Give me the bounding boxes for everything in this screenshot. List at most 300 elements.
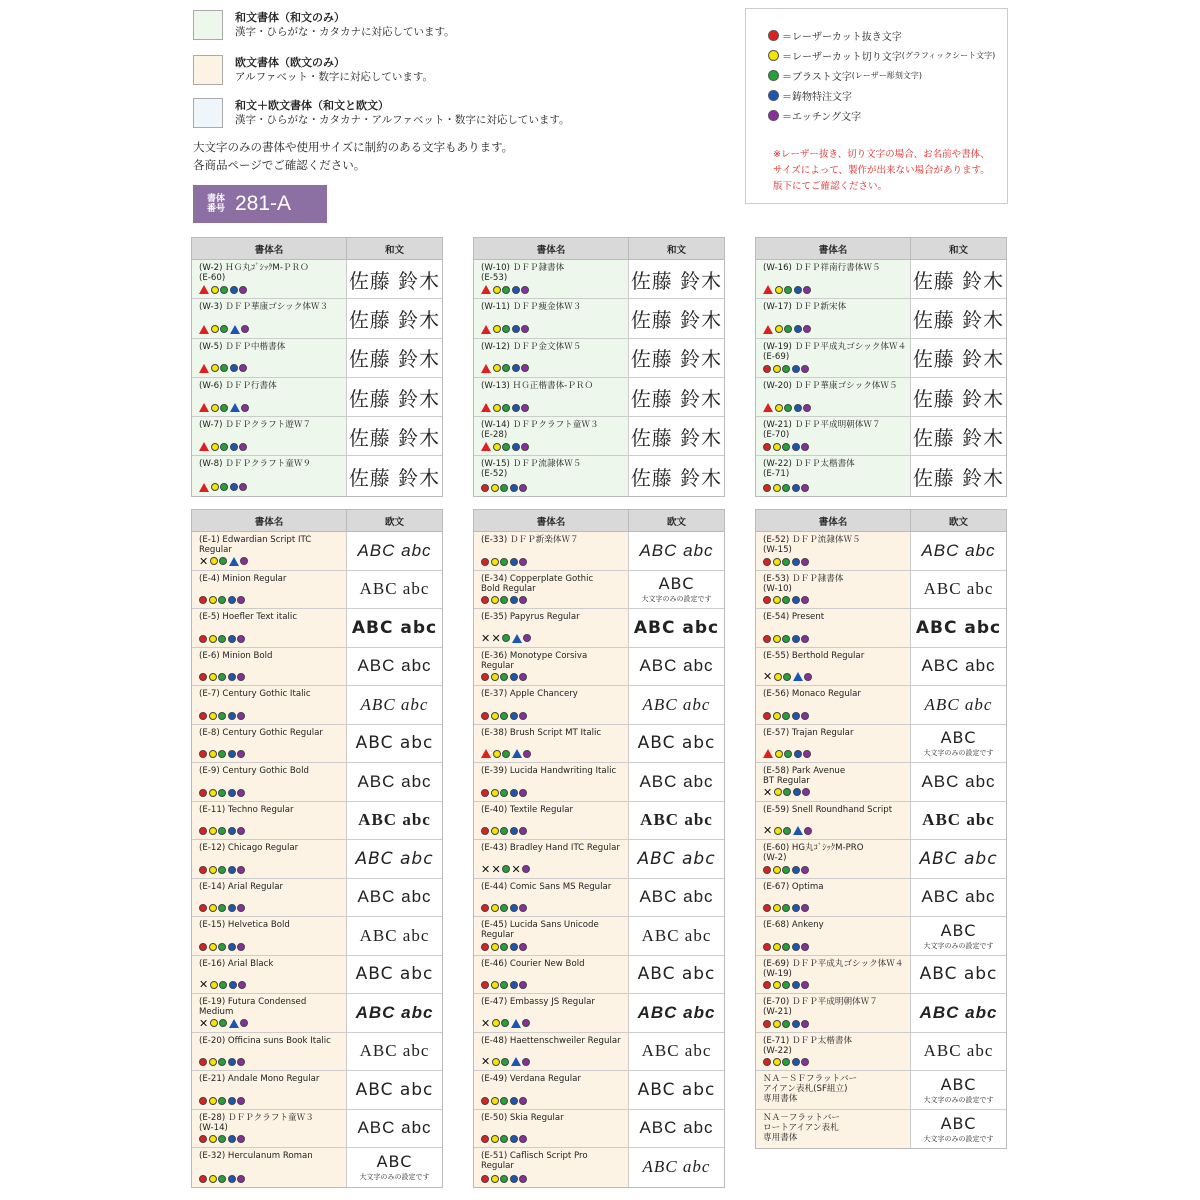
availability-marks — [481, 827, 527, 835]
sample-cell — [629, 609, 724, 647]
font-sample: 佐藤 鈴木 — [348, 268, 441, 293]
font-name-cell — [192, 299, 347, 337]
purple-dot-icon — [802, 788, 810, 796]
availability-marks — [481, 403, 529, 412]
caps-only-note: 大文字のみの設定です — [923, 749, 994, 758]
yellow-dot-icon — [491, 712, 499, 720]
red-triangle-icon — [199, 285, 209, 294]
table-row — [756, 339, 1006, 378]
blue-dot-icon — [512, 325, 520, 333]
availability-marks — [763, 785, 810, 799]
yellow-dot-icon — [209, 635, 217, 643]
green-dot-icon — [782, 484, 790, 492]
font-name: (W-3) ＤＦＰ華康ゴシック体Ｗ３ — [199, 302, 329, 313]
purple-dot-icon — [519, 1097, 527, 1105]
font-name: (W-21) ＤＦＰ平成明朝体Ｗ７ (E-70) — [763, 420, 881, 441]
blue-dot-icon — [510, 673, 518, 681]
table-row — [192, 686, 442, 725]
font-sample: ABC abc — [359, 579, 430, 599]
table-row — [474, 725, 724, 764]
font-name-cell — [474, 609, 629, 647]
purple-dot-icon — [519, 712, 527, 720]
sample-cell — [347, 456, 442, 495]
red-dot-icon — [763, 981, 771, 989]
blue-dot-icon — [228, 904, 236, 912]
yellow-dot-icon — [211, 443, 219, 451]
red-dot-icon — [763, 558, 771, 566]
font-name-cell — [756, 299, 911, 337]
sample-cell — [629, 456, 724, 495]
yellow-dot-icon — [210, 1019, 218, 1027]
availability-marks — [481, 904, 527, 912]
font-sample: ABC abc — [642, 694, 711, 714]
header-sample: 和文 — [384, 244, 404, 256]
font-name-cell — [474, 571, 629, 609]
blue-dot-icon — [510, 943, 518, 951]
yellow-dot-icon — [491, 904, 499, 912]
legend-both — [193, 98, 570, 128]
eu-font-table — [191, 509, 443, 1188]
availability-marks — [199, 1016, 248, 1030]
table-row — [192, 1071, 442, 1110]
legend-desc: 漢字・ひらがな・カタカナに対応しています。 — [235, 26, 455, 38]
red-dot-icon — [199, 1097, 207, 1105]
yellow-dot-icon — [492, 1058, 500, 1066]
font-name-cell — [474, 956, 629, 994]
blue-dot-icon — [792, 943, 800, 951]
green-dot-icon — [218, 866, 226, 874]
font-name-cell — [756, 339, 911, 377]
yellow-dot-icon — [211, 483, 219, 491]
font-sample: ABC — [940, 728, 977, 748]
table-row — [474, 456, 724, 495]
yellow-dot-icon — [210, 557, 218, 565]
purple-dot-icon — [519, 673, 527, 681]
purple-dot-icon — [519, 1175, 527, 1183]
font-sample: ABC abc — [359, 925, 430, 945]
sample-cell — [347, 417, 442, 455]
font-name: (E-38) Brush Script MT Italic — [481, 727, 602, 738]
table-row — [474, 609, 724, 648]
header-sample: 和文 — [948, 244, 968, 256]
font-sample: ABC — [376, 1152, 413, 1172]
availability-marks — [199, 980, 246, 989]
red-triangle-icon — [763, 749, 773, 758]
yellow-dot-icon — [209, 1097, 217, 1105]
yellow-dot-icon — [211, 404, 219, 412]
table-row — [474, 571, 724, 610]
availability-marks — [199, 789, 245, 797]
yellow-dot-icon — [773, 635, 781, 643]
blue-dot-icon — [794, 286, 802, 294]
red-triangle-icon — [199, 403, 209, 412]
purple-dot-icon — [522, 865, 530, 873]
font-name-cell — [756, 1110, 911, 1149]
yellow-dot-icon — [209, 866, 217, 874]
sample-cell — [629, 956, 724, 994]
blue-dot-icon — [230, 364, 238, 372]
unavailable-x-icon: ✕ — [199, 554, 209, 568]
font-name-cell — [474, 456, 629, 495]
blue-dot-icon — [228, 635, 236, 643]
blue-triangle-icon — [230, 325, 240, 334]
availability-marks — [199, 904, 245, 912]
purple-dot-icon — [803, 404, 811, 412]
availability-marks — [199, 596, 245, 604]
yellow-dot-icon — [491, 981, 499, 989]
font-sample: ABC abc — [357, 540, 432, 560]
green-dot-icon — [500, 712, 508, 720]
purple-dot-icon — [801, 558, 809, 566]
availability-marks — [763, 672, 812, 681]
red-dot-icon — [199, 943, 207, 951]
table-row — [474, 1148, 724, 1187]
font-sample: 佐藤 鈴木 — [348, 307, 441, 332]
font-name: (W-14) ＤＦＰクラフト童Ｗ３ (E-28) — [481, 420, 599, 441]
availability-marks — [481, 1135, 527, 1143]
sample-cell — [347, 879, 442, 917]
sample-cell — [347, 686, 442, 724]
table-row — [474, 994, 724, 1033]
green-dot-icon — [218, 596, 226, 604]
font-name-cell — [756, 956, 911, 994]
sample-cell — [911, 802, 1006, 840]
unavailable-x-icon: ✕ — [763, 785, 773, 799]
purple-dot-icon — [801, 904, 809, 912]
warning-note: ※レーザー抜き、切り文字の場合、お名前や書体、サイズによって、製作が出来ない場合があります。版下にてご確認ください。 — [773, 149, 990, 192]
table-row — [474, 1033, 724, 1072]
table-row — [756, 1033, 1006, 1072]
table-row — [192, 879, 442, 918]
purple-dot-icon — [801, 866, 809, 874]
font-name: (E-55) Berthold Regular — [763, 650, 865, 661]
table-row — [192, 260, 442, 299]
sample-cell — [629, 339, 724, 377]
mark-sub: (レーザー彫刻文字) — [851, 70, 922, 80]
red-dot-icon — [481, 673, 489, 681]
availability-marks — [763, 1020, 809, 1028]
sample-cell — [629, 648, 724, 686]
purple-dot-icon — [801, 1020, 809, 1028]
font-sample: ABC abc — [915, 617, 1002, 638]
font-name: (W-13) ＨＧ正楷書体-ＰＲＯ — [481, 380, 594, 391]
availability-marks — [199, 364, 247, 373]
blue-dot-icon — [792, 443, 800, 451]
blue-dot-icon — [792, 712, 800, 720]
purple-dot-icon — [801, 635, 809, 643]
font-name: (E-59) Snell Roundhand Script — [763, 804, 893, 815]
yellow-dot-icon — [209, 673, 217, 681]
swatch-eu — [193, 55, 223, 85]
font-sample: ABC — [940, 920, 977, 940]
blue-dot-icon — [510, 789, 518, 797]
purple-dot-icon — [801, 443, 809, 451]
purple-dot-icon — [768, 110, 779, 121]
yellow-dot-icon — [775, 286, 783, 294]
sample-cell — [347, 339, 442, 377]
availability-marks — [199, 827, 245, 835]
availability-marks — [763, 403, 811, 412]
availability-marks — [763, 285, 811, 294]
green-dot-icon — [782, 635, 790, 643]
sample-cell — [347, 1071, 442, 1109]
font-name-cell — [192, 879, 347, 917]
blue-dot-icon — [228, 750, 236, 758]
green-dot-icon — [500, 1097, 508, 1105]
green-dot-icon — [500, 558, 508, 566]
yellow-dot-icon — [775, 325, 783, 333]
purple-dot-icon — [237, 1097, 245, 1105]
yellow-dot-icon — [773, 712, 781, 720]
sample-cell — [911, 609, 1006, 647]
red-dot-icon — [199, 673, 207, 681]
purple-dot-icon — [523, 634, 531, 642]
production-marks-legend — [745, 8, 1008, 204]
blue-dot-icon — [794, 325, 802, 333]
font-name-cell — [192, 417, 347, 455]
yellow-dot-icon — [773, 596, 781, 604]
purple-dot-icon — [237, 789, 245, 797]
blue-dot-icon — [510, 981, 518, 989]
green-dot-icon — [502, 750, 510, 758]
availability-marks — [763, 1058, 809, 1066]
sample-cell — [629, 1033, 724, 1071]
green-dot-icon — [500, 904, 508, 912]
font-name: (E-6) Minion Bold — [199, 650, 273, 661]
font-sample: ABC — [940, 1074, 977, 1094]
font-sample: ABC abc — [641, 925, 712, 945]
blue-dot-icon — [792, 558, 800, 566]
red-dot-icon — [763, 365, 771, 373]
yellow-dot-icon — [491, 789, 499, 797]
font-name: (E-69) ＤＦＰ平成丸ゴシック体Ｗ４ (W-19) — [763, 958, 904, 979]
green-dot-icon — [220, 483, 228, 491]
font-name: (W-20) ＤＦＰ華康ゴシック体Ｗ５ — [763, 380, 898, 391]
sample-cell — [911, 840, 1006, 878]
table-row — [474, 840, 724, 879]
font-name: (E-54) Present — [763, 612, 825, 622]
font-name-cell — [192, 917, 347, 955]
yellow-dot-icon — [773, 981, 781, 989]
sample-cell — [629, 532, 724, 570]
purple-dot-icon — [237, 1135, 245, 1143]
sample-cell — [347, 802, 442, 840]
purple-dot-icon — [241, 325, 249, 333]
blue-dot-icon — [228, 1097, 236, 1105]
font-name-cell — [756, 725, 911, 763]
blue-dot-icon — [792, 484, 800, 492]
font-name: (E-49) Verdana Regular — [481, 1074, 581, 1084]
availability-marks — [481, 749, 531, 758]
yellow-dot-icon — [209, 1175, 217, 1183]
green-dot-icon — [500, 596, 508, 604]
font-sample: 佐藤 鈴木 — [912, 307, 1005, 332]
sample-cell — [347, 648, 442, 686]
font-sample: 佐藤 鈴木 — [912, 465, 1005, 490]
red-dot-icon — [481, 981, 489, 989]
table-row — [756, 609, 1006, 648]
table-row — [756, 648, 1006, 687]
red-dot-icon — [763, 904, 771, 912]
availability-marks — [199, 325, 249, 334]
red-dot-icon — [763, 866, 771, 874]
availability-marks — [763, 981, 809, 989]
font-name-cell — [192, 378, 347, 416]
purple-dot-icon — [801, 1058, 809, 1066]
sample-cell — [347, 1033, 442, 1071]
font-sample: ABC abc — [639, 1118, 714, 1138]
font-name-cell — [756, 1071, 911, 1109]
sample-cell — [911, 917, 1006, 955]
availability-marks — [763, 749, 811, 758]
table-row — [756, 532, 1006, 571]
font-sample: ABC abc — [923, 1041, 994, 1061]
green-dot-icon — [502, 286, 510, 294]
sample-cell — [911, 378, 1006, 416]
table-row — [756, 802, 1006, 841]
font-name: (E-36) Monotype Corsiva Regular — [481, 650, 588, 671]
blue-dot-icon — [510, 558, 518, 566]
green-dot-icon — [218, 789, 226, 797]
green-dot-icon — [218, 712, 226, 720]
blue-dot-icon — [793, 788, 801, 796]
table-header — [756, 238, 1006, 260]
font-sample: ABC abc — [919, 964, 998, 985]
purple-dot-icon — [519, 904, 527, 912]
font-sample: ABC abc — [637, 848, 716, 869]
red-triangle-icon — [199, 483, 209, 492]
font-name-cell — [192, 1033, 347, 1071]
red-dot-icon — [481, 943, 489, 951]
font-sample: ABC abc — [921, 771, 996, 791]
blue-dot-icon — [229, 981, 237, 989]
green-dot-icon — [768, 70, 779, 81]
yellow-dot-icon — [209, 789, 217, 797]
green-dot-icon — [502, 364, 510, 372]
table-row — [756, 1110, 1006, 1149]
font-name-cell — [756, 840, 911, 878]
font-name: (E-28) ＤＦＰクラフト童Ｗ３ (W-14) — [199, 1112, 314, 1133]
blue-triangle-icon — [512, 749, 522, 758]
green-dot-icon — [782, 981, 790, 989]
purple-dot-icon — [237, 943, 245, 951]
yellow-dot-icon — [209, 712, 217, 720]
blue-dot-icon — [510, 1097, 518, 1105]
table-row — [192, 417, 442, 456]
availability-marks — [199, 635, 245, 643]
badge-small-label: 書体番号 — [206, 194, 225, 214]
mark-row-yellow — [768, 45, 995, 65]
red-dot-icon — [768, 30, 779, 41]
blue-dot-icon — [792, 635, 800, 643]
availability-marks — [199, 403, 249, 412]
font-sample: ABC abc — [359, 1041, 430, 1061]
font-sample: 佐藤 鈴木 — [348, 386, 441, 411]
purple-dot-icon — [519, 484, 527, 492]
font-sample: 佐藤 鈴木 — [912, 268, 1005, 293]
font-name: (E-37) Apple Chancery — [481, 689, 578, 699]
font-sample: ABC abc — [922, 810, 995, 830]
legend-title: 和文＋欧文書体（和文と欧文） — [235, 99, 389, 112]
header-sample: 欧文 — [384, 516, 404, 528]
table-row — [756, 571, 1006, 610]
red-dot-icon — [481, 712, 489, 720]
availability-marks — [481, 631, 531, 645]
yellow-dot-icon — [773, 1058, 781, 1066]
yellow-dot-icon — [773, 904, 781, 912]
red-triangle-icon — [763, 285, 773, 294]
font-name-cell — [474, 840, 629, 878]
green-dot-icon — [500, 943, 508, 951]
availability-marks — [481, 285, 529, 294]
purple-dot-icon — [801, 365, 809, 373]
availability-marks — [763, 635, 809, 643]
purple-dot-icon — [801, 943, 809, 951]
blue-dot-icon — [512, 364, 520, 372]
caps-only-note: 大文字のみの設定です — [923, 1095, 994, 1104]
font-name-cell — [192, 571, 347, 609]
green-dot-icon — [784, 286, 792, 294]
font-name: (E-1) Edwardian Script ITC Regular — [199, 535, 312, 555]
typeface-code-badge — [193, 185, 327, 223]
red-dot-icon — [199, 1135, 207, 1143]
green-dot-icon — [501, 1019, 509, 1027]
yellow-dot-icon — [773, 1020, 781, 1028]
legend-title: 欧文書体（欧文のみ） — [235, 56, 345, 69]
table-row — [192, 609, 442, 648]
blue-dot-icon — [510, 827, 518, 835]
availability-marks — [199, 712, 245, 720]
font-name-cell — [474, 1148, 629, 1187]
table-row — [192, 994, 442, 1033]
table-row — [756, 456, 1006, 495]
sample-cell — [911, 648, 1006, 686]
font-name: (E-67) Optima — [763, 881, 824, 892]
font-name-cell — [474, 1110, 629, 1148]
availability-marks — [763, 484, 809, 492]
green-dot-icon — [218, 673, 226, 681]
sample-cell — [629, 917, 724, 955]
sample-cell — [629, 1148, 724, 1187]
font-name: ＮＡ－フラットバー ロートアイアン表札 専用書体 — [763, 1112, 841, 1143]
purple-dot-icon — [801, 484, 809, 492]
availability-marks — [481, 1016, 530, 1030]
table-row — [474, 686, 724, 725]
sample-cell — [911, 417, 1006, 455]
purple-dot-icon — [803, 286, 811, 294]
blue-dot-icon — [792, 904, 800, 912]
green-dot-icon — [782, 365, 790, 373]
blue-dot-icon — [230, 483, 238, 491]
green-dot-icon — [782, 866, 790, 874]
yellow-dot-icon — [774, 673, 782, 681]
blue-dot-icon — [510, 1175, 518, 1183]
green-dot-icon — [218, 827, 226, 835]
yellow-dot-icon — [209, 750, 217, 758]
green-dot-icon — [219, 1019, 227, 1027]
blue-dot-icon — [228, 673, 236, 681]
table-row — [756, 686, 1006, 725]
sample-cell — [911, 725, 1006, 763]
font-sample: ABC abc — [919, 1002, 998, 1022]
blue-dot-icon — [228, 827, 236, 835]
yellow-dot-icon — [775, 404, 783, 412]
purple-dot-icon — [803, 325, 811, 333]
blue-dot-icon — [794, 750, 802, 758]
mark-row-blue — [768, 85, 852, 105]
eu-font-table — [755, 509, 1007, 1149]
sample-cell — [911, 260, 1006, 298]
